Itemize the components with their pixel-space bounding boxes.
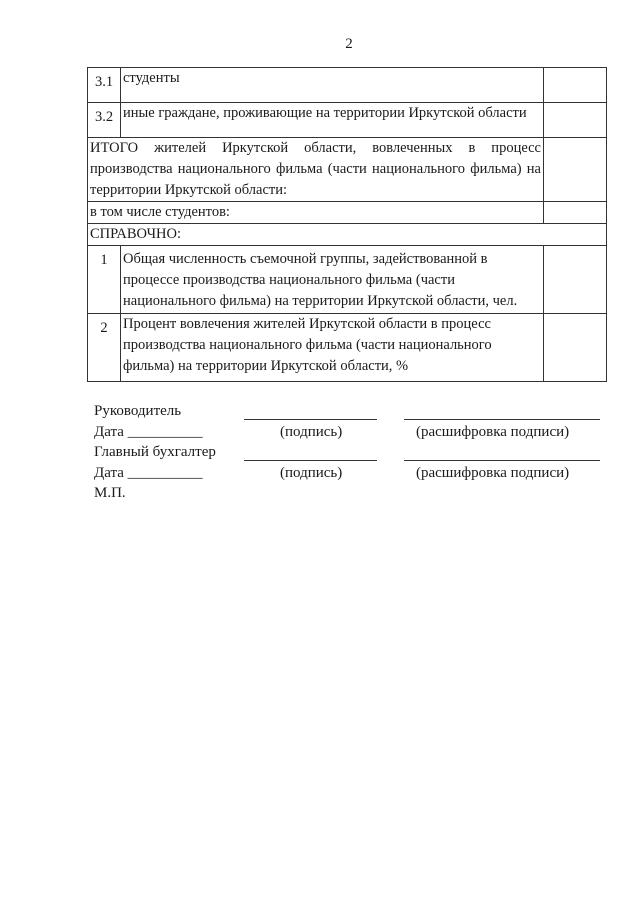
row-label: иные граждане, проживающие на территории Иркутской области xyxy=(121,103,544,138)
signature-caption: (подпись) xyxy=(280,423,343,440)
head-caption-row xyxy=(94,424,614,445)
decode-line xyxy=(404,460,600,461)
value-cell xyxy=(544,138,607,202)
signature-line xyxy=(244,460,377,461)
students-label: в том числе студентов: xyxy=(88,202,544,224)
value-cell xyxy=(544,68,607,103)
date-label: Дата __________ xyxy=(94,464,203,481)
signature-line xyxy=(244,419,377,420)
accountant-label: Главный бухгалтер xyxy=(94,444,216,460)
accountant-signature-row xyxy=(94,444,614,465)
total-label: ИТОГО жителей Иркутской области, вовлеченных в процесс производства национального фильма (части национального фильма) на территории Иркутской области: xyxy=(88,138,544,202)
row-number: 3.1 xyxy=(88,68,121,103)
value-cell xyxy=(544,103,607,138)
participation-table xyxy=(87,67,607,382)
stamp-label: М.П. xyxy=(94,485,126,501)
value-cell xyxy=(544,246,607,314)
value-cell xyxy=(544,202,607,224)
table-row xyxy=(88,103,607,138)
date-label: Дата __________ xyxy=(94,423,203,440)
table-row-students xyxy=(88,202,607,224)
table-row xyxy=(88,246,607,314)
decode-caption: (расшифровка подписи) xyxy=(416,423,570,440)
table-row xyxy=(88,68,607,103)
accountant-caption-row xyxy=(94,465,614,486)
row-number: 1 xyxy=(88,246,121,314)
reference-header: СПРАВОЧНО: xyxy=(88,224,607,246)
table-row-reference-header xyxy=(88,224,607,246)
head-signature-row xyxy=(94,403,614,424)
decode-line xyxy=(404,419,600,420)
row-number: 3.2 xyxy=(88,103,121,138)
head-label: Руководитель xyxy=(94,403,182,419)
table-row-total xyxy=(88,138,607,202)
row-label: Процент вовлечения жителей Иркутской области в процесс производства национального фильма (части национального фильма) на территории Иркутской области, % xyxy=(121,314,544,382)
row-label: Общая численность съемочной группы, задействованной в процессе производства национального фильма (части национального фильма) на территории Иркутской области, чел. xyxy=(121,246,544,314)
stamp-row xyxy=(94,485,614,506)
row-number: 2 xyxy=(88,314,121,382)
row-label: студенты xyxy=(121,68,544,103)
table-row xyxy=(88,314,607,382)
signature-block xyxy=(94,403,614,506)
signature-caption: (подпись) xyxy=(280,464,343,481)
decode-caption: (расшифровка подписи) xyxy=(416,464,570,481)
value-cell xyxy=(544,314,607,382)
page-number: 2 xyxy=(345,36,353,52)
